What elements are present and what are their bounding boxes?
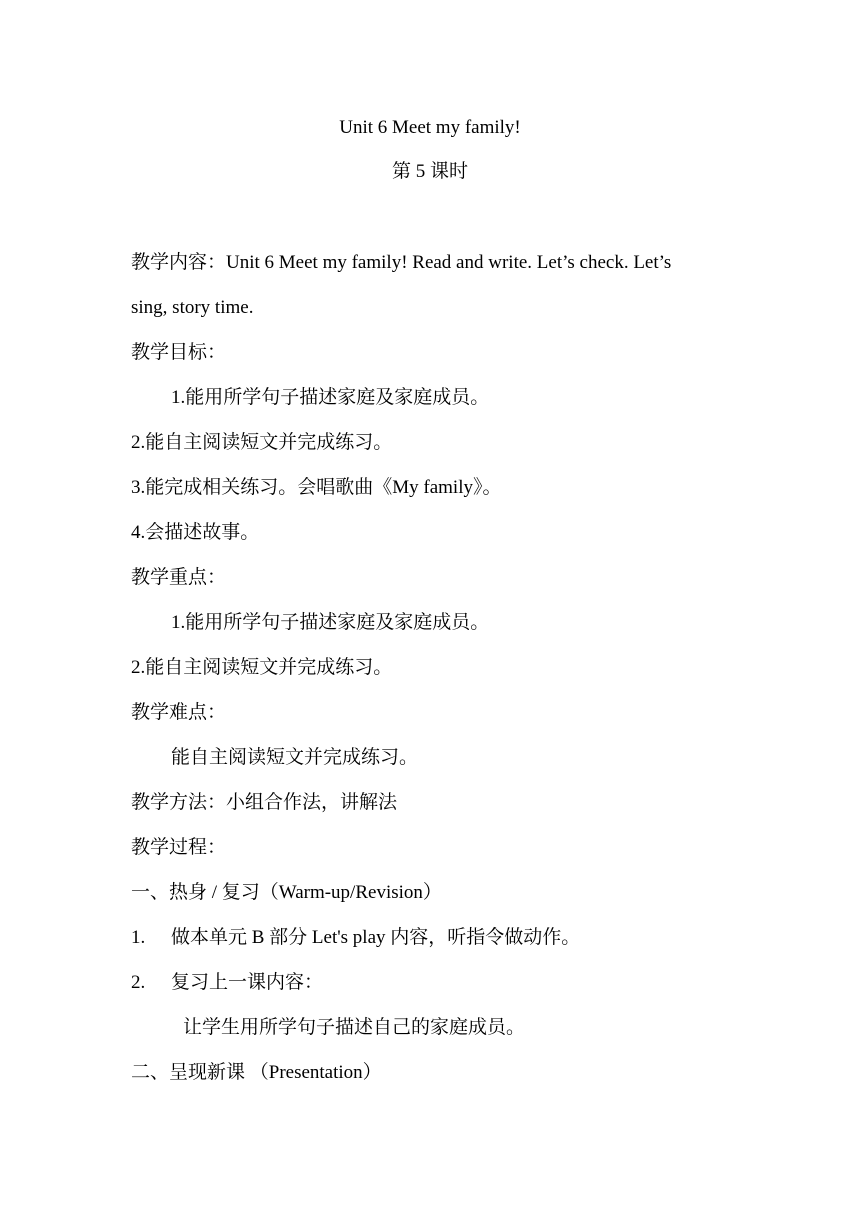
step-detail: 让学生用所学句子描述自己的家庭成员。 bbox=[183, 1017, 526, 1038]
process-heading: 教学过程： bbox=[131, 837, 227, 858]
lesson-number: 第 5 课时 bbox=[391, 161, 468, 182]
difficulty-item: 能自主阅读短文并完成练习。 bbox=[171, 747, 419, 768]
key-points-heading: 教学重点： bbox=[131, 567, 227, 588]
objectives-heading: 教学目标： bbox=[131, 342, 227, 363]
objective-item: 1.能用所学句子描述家庭及家庭成员。 bbox=[171, 387, 490, 408]
step-item bbox=[131, 971, 323, 995]
step-number: 2. bbox=[131, 972, 146, 993]
teaching-content-line-1: 教学内容：Unit 6 Meet my family! Read and write. Let’s check. Let’s bbox=[131, 252, 672, 273]
difficulties-heading: 教学难点： bbox=[131, 702, 227, 723]
objective-item: 4.会描述故事。 bbox=[131, 522, 260, 543]
step-text: 复习上一课内容： bbox=[171, 972, 324, 993]
section-warmup-heading: 一、热身 / 复习（Warm-up/Revision） bbox=[131, 882, 442, 903]
teaching-content-line-2: sing, story time. bbox=[131, 297, 254, 318]
step-item bbox=[131, 926, 580, 950]
step-number: 1. bbox=[131, 927, 146, 948]
step-text: 做本单元 B 部分 Let's play 内容，听指令做动作。 bbox=[171, 927, 581, 948]
objective-item: 2.能自主阅读短文并完成练习。 bbox=[131, 432, 393, 453]
section-presentation-heading: 二、呈现新课 （Presentation） bbox=[131, 1062, 382, 1083]
key-point-item: 2.能自主阅读短文并完成练习。 bbox=[131, 657, 393, 678]
document-title: Unit 6 Meet my family! bbox=[339, 117, 521, 138]
key-point-item: 1.能用所学句子描述家庭及家庭成员。 bbox=[171, 612, 490, 633]
teaching-methods: 教学方法：小组合作法，讲解法 bbox=[131, 792, 398, 813]
objective-item: 3.能完成相关练习。会唱歌曲《My family》。 bbox=[131, 477, 502, 498]
